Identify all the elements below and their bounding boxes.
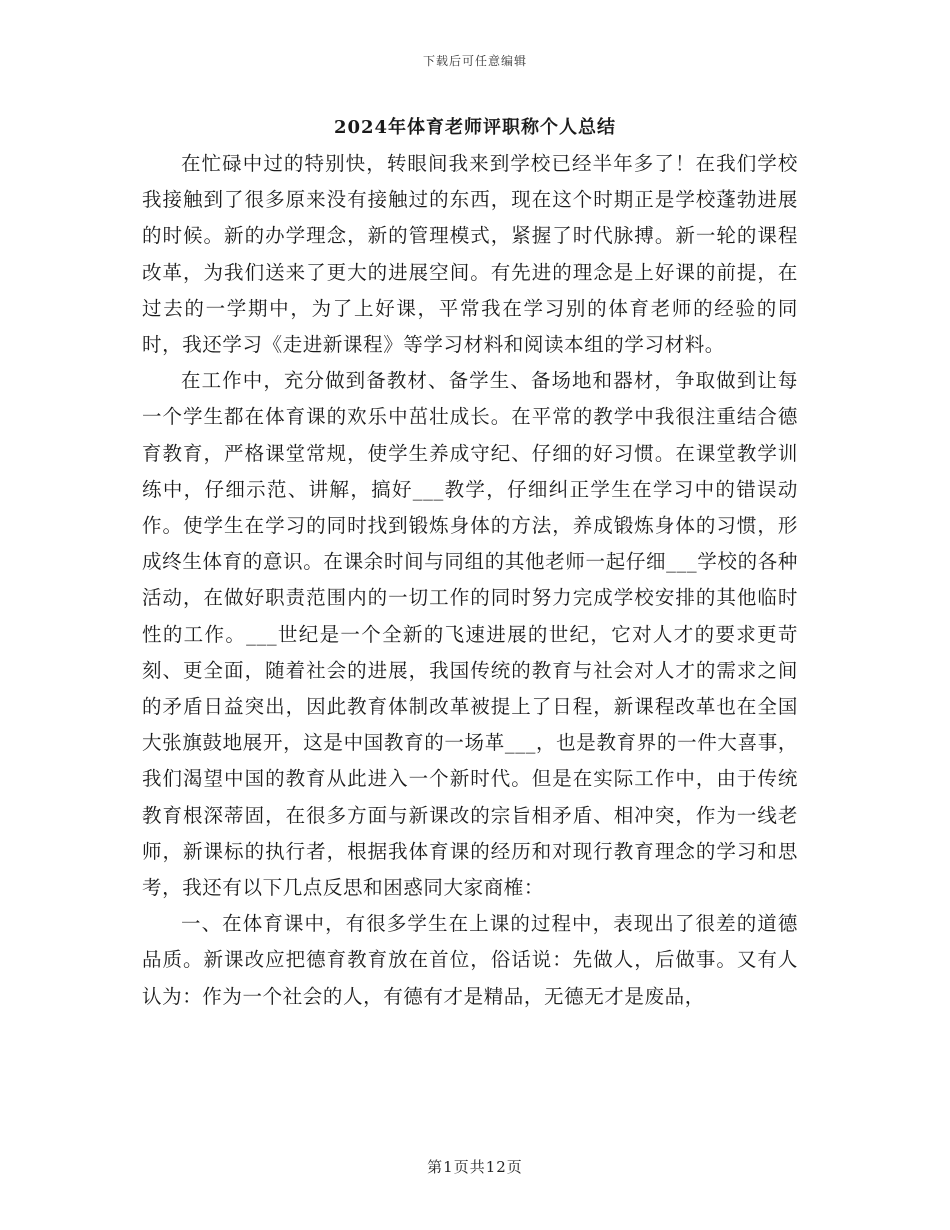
- paragraph-1: 在忙碌中过的特别快，转眼间我来到学校已经半年多了！在我们学校我接触到了很多原来没有接触过的东西，现在这个时期正是学校蓬勃进展的时候。新的办学理念，新的管理模式，紧握了时代脉搏。新一轮的课程改革，为我们送来了更大的进展空间。有先进的理念是上好课的前提，在过去的一学期中，为了上好课，平常我在学习别的体育老师的经验的同时，我还学习《走进新课程》等学习材料和阅读本组的学习材料。: [142, 152, 798, 357]
- document-body: [142, 146, 798, 1015]
- page-number-footer: 第1页共12页: [427, 1158, 523, 1176]
- paragraph-2: 在工作中，充分做到备教材、备学生、备场地和器材，争取做到让每一个学生都在体育课的欢乐中茁壮成长。在平常的教学中我很注重结合德育教育，严格课堂常规，使学生养成守纪、仔细的好习惯。在课堂教学训练中，仔细示范、讲解，搞好___教学，仔细纠正学生在学习中的错误动作。使学生在学习的同时找到锻炼身体的方法，养成锻炼身体的习惯，形成终生体育的意识。在课余时间与同组的其他老师一起仔细___学校的各种活动，在做好职责范围内的一切工作的同时努力完成学校安排的其他临时性的工作。___世纪是一个全新的飞速进展的世纪，它对人才的要求更苛刻、更全面，随着社会的进展，我国传统的教育与社会对人才的需求之间的矛盾日益突出，因此教育体制改革被提上了日程，新课程改革也在全国大张旗鼓地展开，这是中国教育的一场革___，也是教育界的一件大喜事，我们渴望中国的教育从此进入一个新时代。但是在实际工作中，由于传统教育根深蒂固，在很多方面与新课改的宗旨相矛盾、相冲突，作为一线老师，新课标的执行者，根据我体育课的经历和对现行教育理念的学习和思考，我还有以下几点反思和困惑同大家商榷：: [142, 369, 798, 900]
- paragraph-3: 一、在体育课中，有很多学生在上课的过程中，表现出了很差的道德品质。新课改应把德育教育放在首位，俗话说：先做人，后做事。又有人认为：作为一个社会的人，有德有才是精品，无德无才是废品，: [142, 912, 798, 1008]
- header-note: 下载后可任意编辑: [422, 54, 527, 68]
- document-title: 2024年体育老师评职称个人总结: [333, 117, 617, 138]
